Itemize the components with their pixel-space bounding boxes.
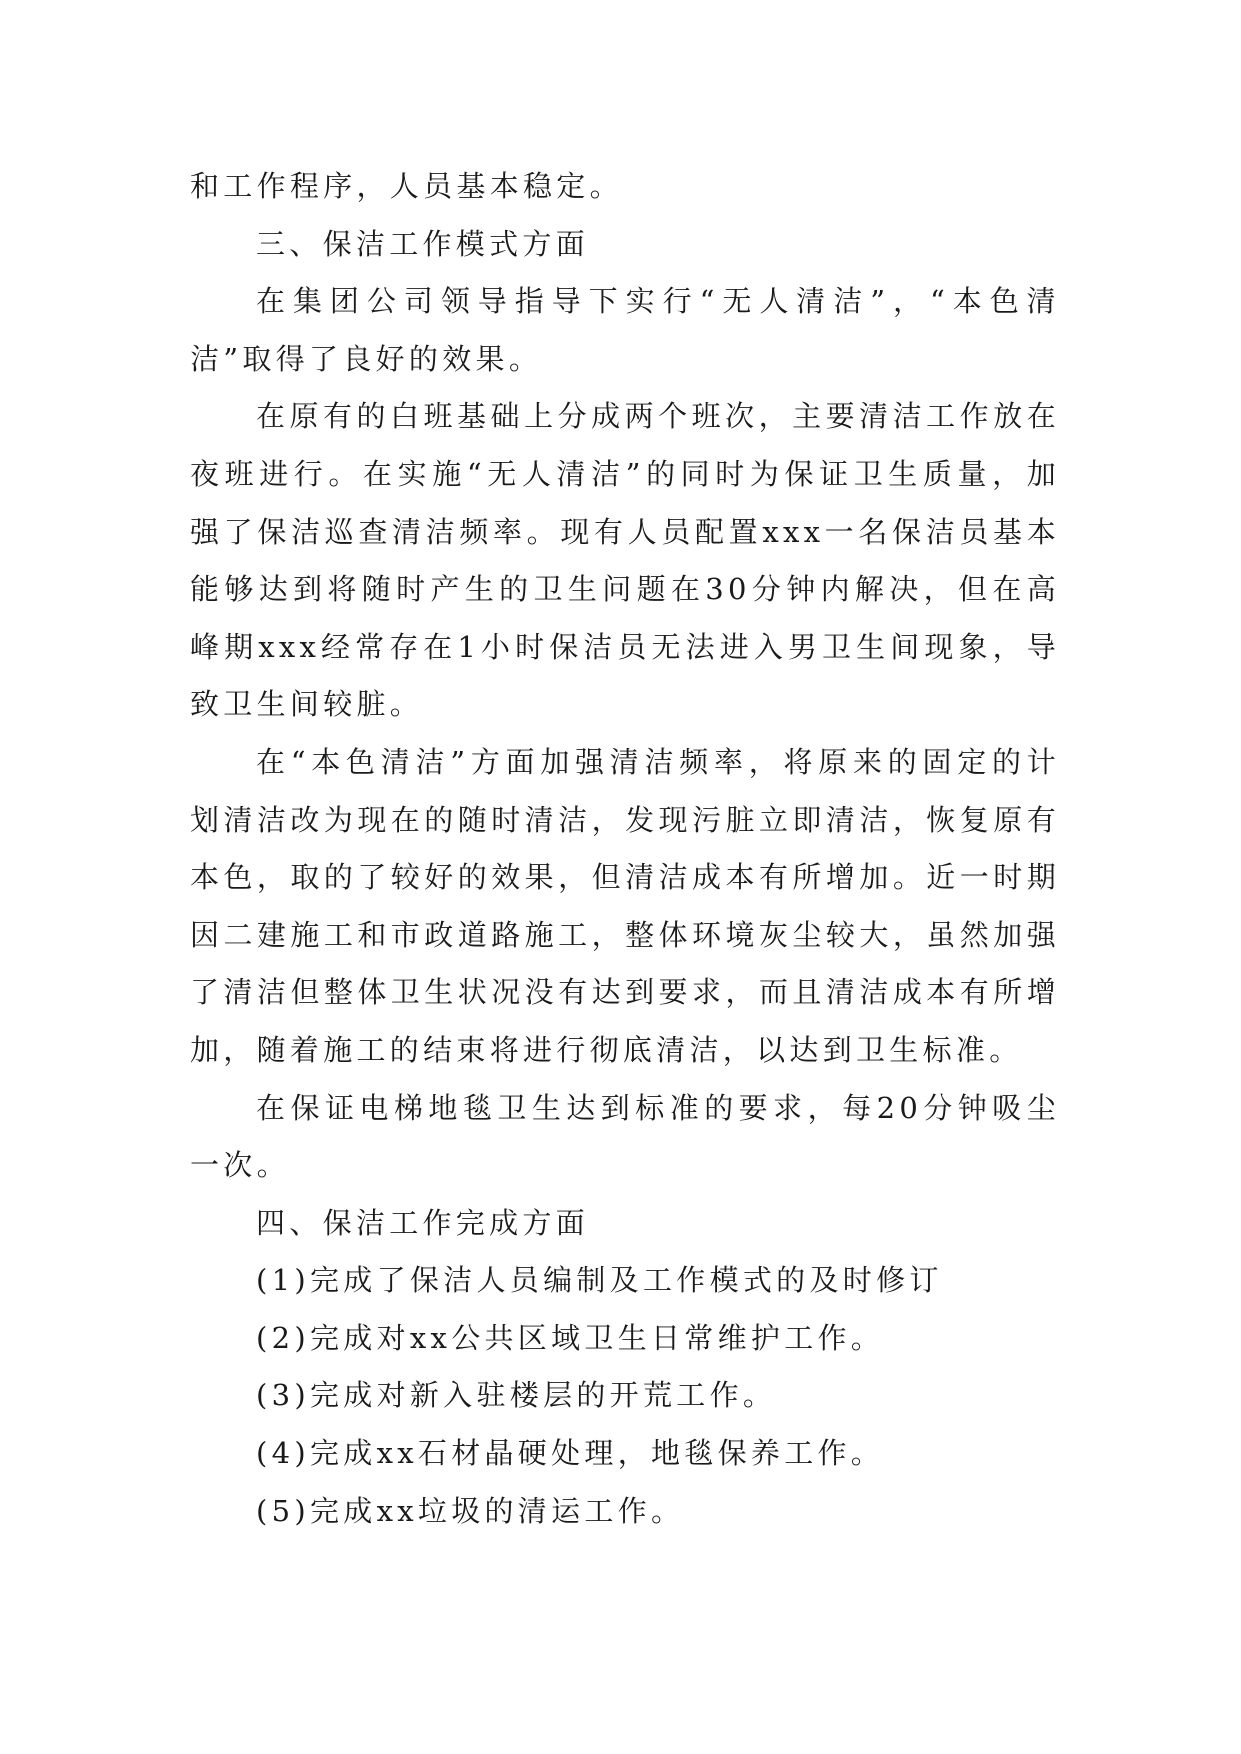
- list-item: (5)完成xx垃圾的清运工作。: [256, 1493, 685, 1528]
- paragraph: 在集团公司领导指导下实行“无人清洁”，“本色清洁”取得了良好的效果。: [190, 284, 1060, 376]
- paragraph: 在原有的白班基础上分成两个班次，主要清洁工作放在夜班进行。在实施“无人清洁”的同时为保证卫生质量，加强了保洁巡查清洁频率。现有人员配置xxx一名保洁员基本能够达到将随时产生的卫生问题在30分钟内解决，但在高峰期xxx经常存在1小时保洁员无法进入男卫生间现象，导致卫生间较脏。: [190, 399, 1060, 722]
- section-heading-4: 四、保洁工作完成方面: [256, 1205, 590, 1240]
- list-item: (4)完成xx石材晶硬处理，地毯保养工作。: [256, 1436, 885, 1471]
- paragraph-continuation: 和工作程序，人员基本稳定。: [190, 169, 623, 203]
- paragraph: 在保证电梯地毯卫生达到标准的要求，每20分钟吸尘一次。: [190, 1090, 1060, 1183]
- list-item: (1)完成了保洁人员编制及工作模式的及时修订: [256, 1263, 943, 1298]
- document-body: [190, 158, 1060, 1540]
- list-item: (2)完成对xx公共区域卫生日常维护工作。: [256, 1320, 885, 1355]
- section-heading-3: 三、保洁工作模式方面: [256, 226, 590, 261]
- paragraph: 在“本色清洁”方面加强清洁频率，将原来的固定的计划清洁改为现在的随时清洁，发现污脏立即清洁，恢复原有本色，取的了较好的效果，但清洁成本有所增加。近一时期因二建施工和市政道路施工，整体环境灰尘较大，虽然加强了清洁但整体卫生状况没有达到要求，而且清洁成本有所增加，随着施工的结束将进行彻底清洁，以达到卫生标准。: [190, 744, 1060, 1067]
- list-item: (3)完成对新入驻楼层的开荒工作。: [256, 1378, 777, 1413]
